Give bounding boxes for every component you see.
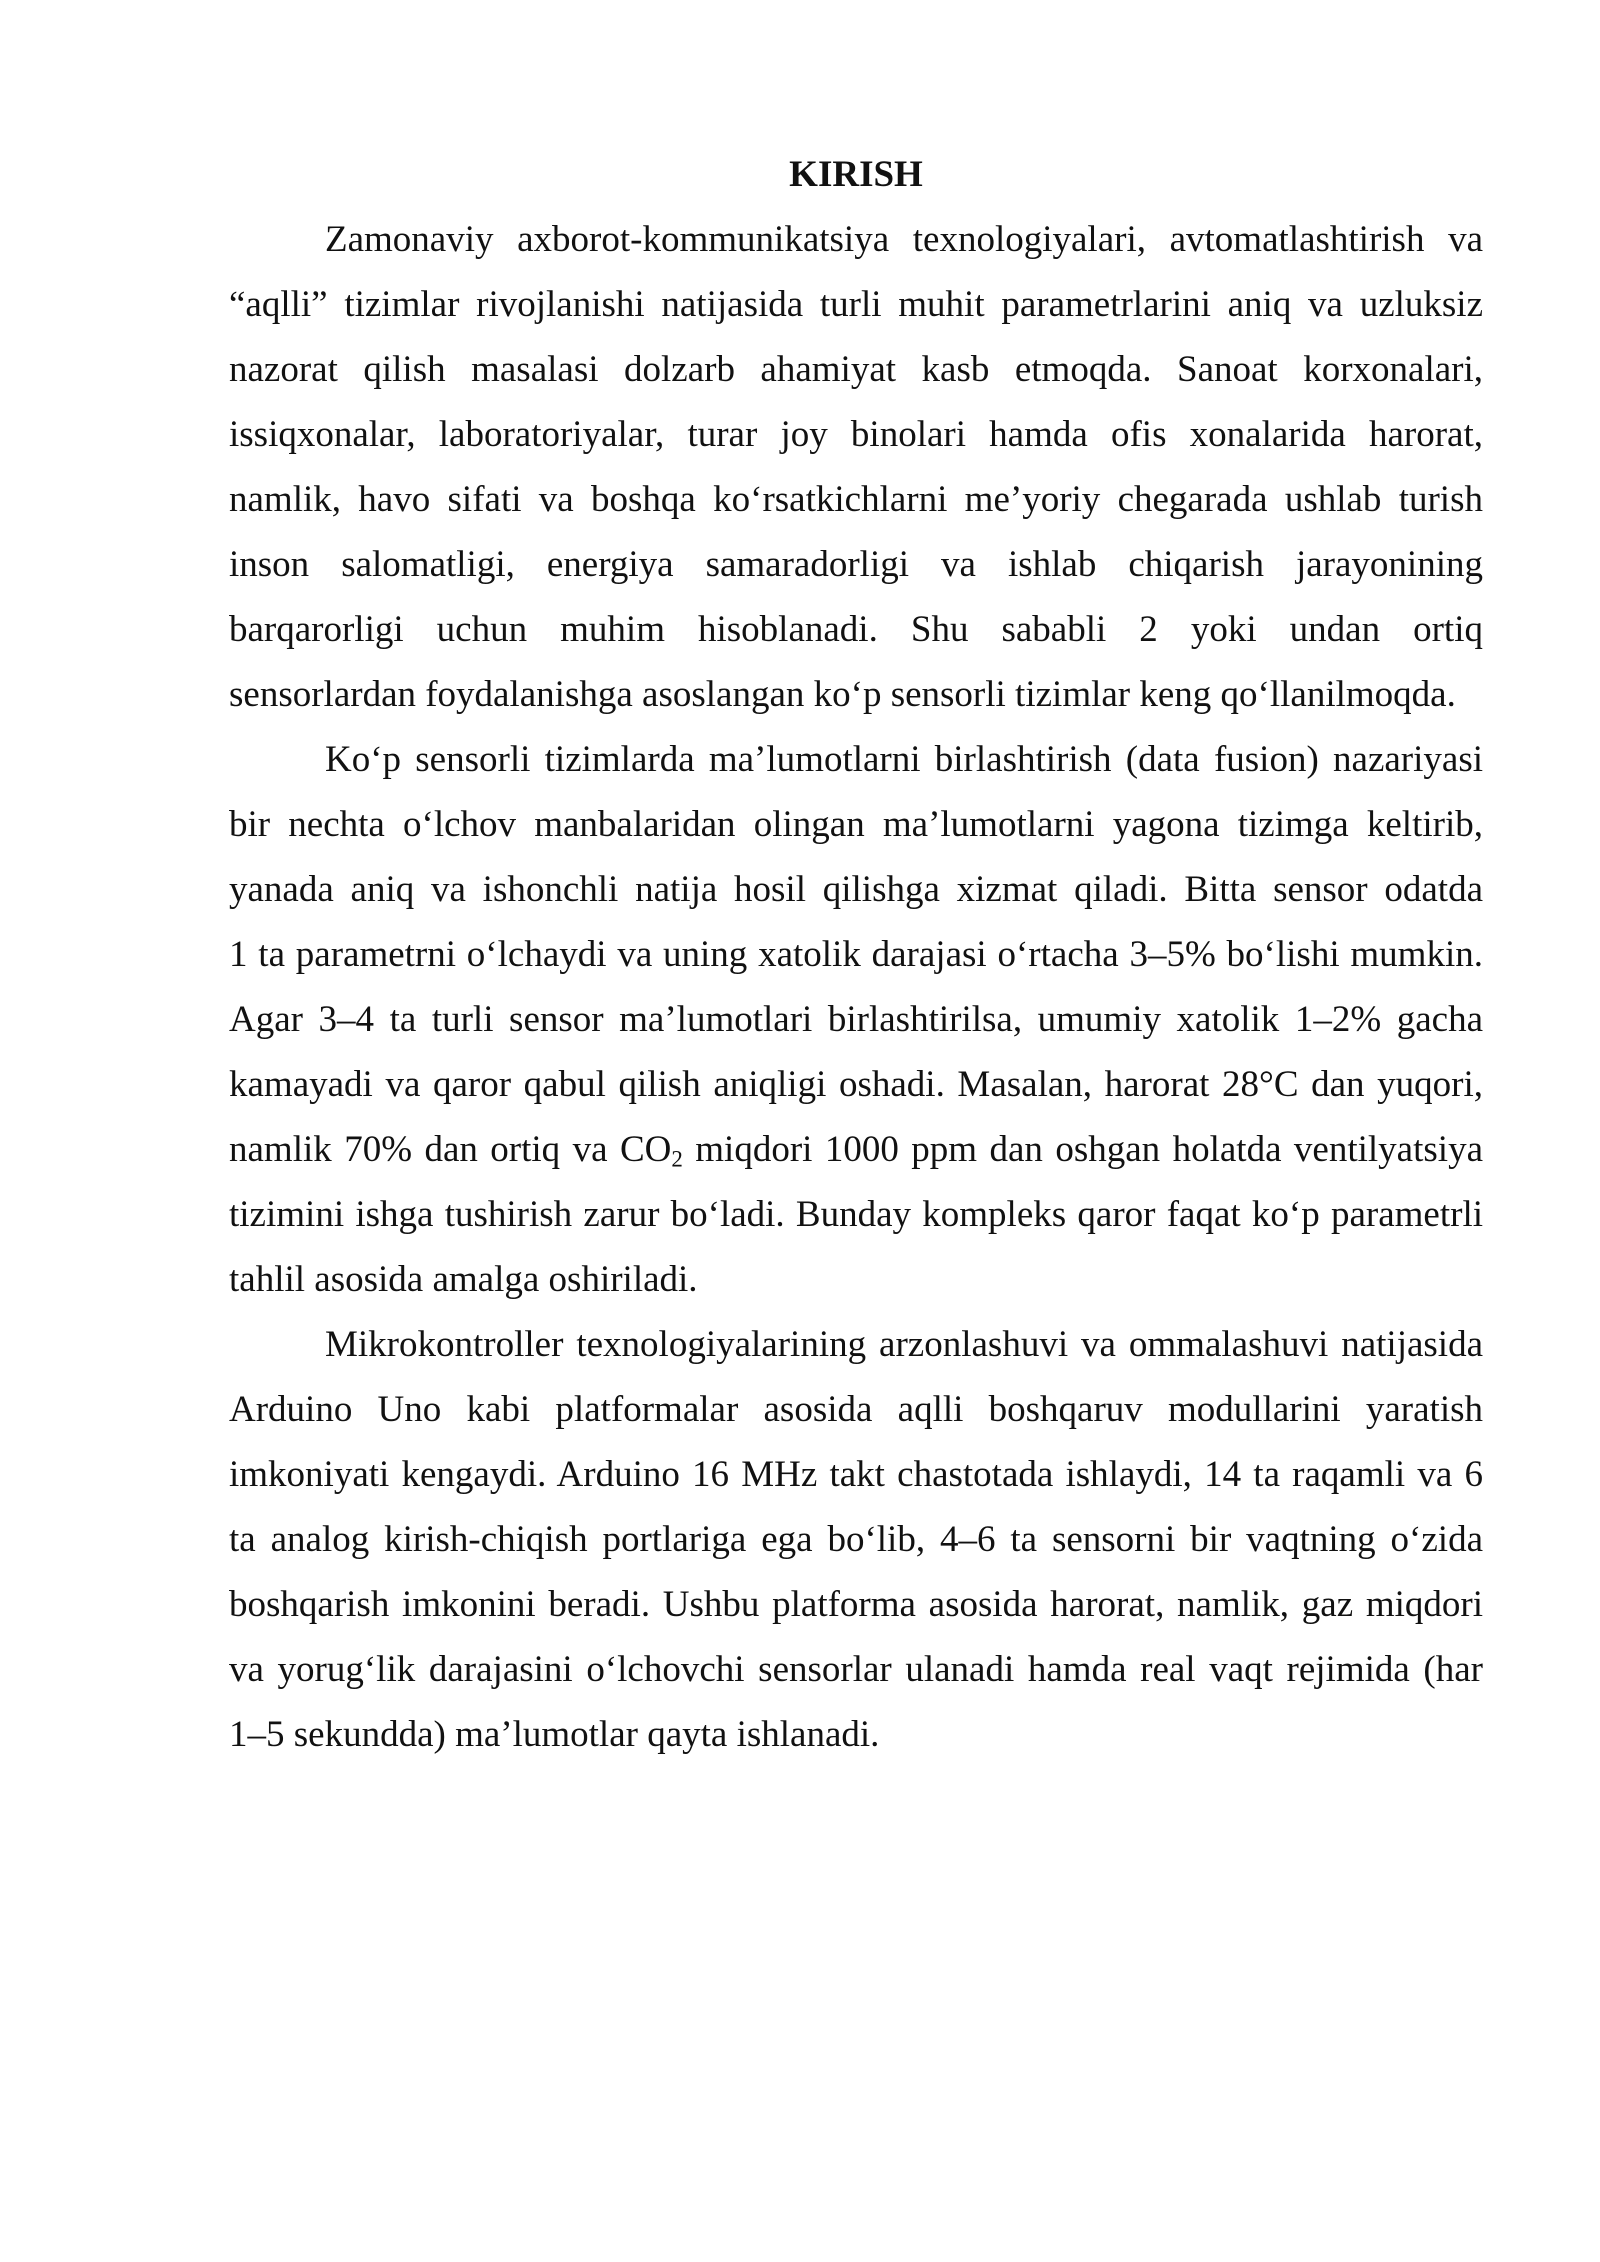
paragraph-line: nazorat qilish masalasi dolzarb ahamiyat kasb etmoqda. Sanoat korxonalari, — [229, 349, 1483, 390]
line-text-before: namlik 70% dan ortiq va CO — [229, 1129, 672, 1170]
line-text-after: miqdori 1000 ppm dan oshgan holatda ventilyatsiya — [682, 1129, 1483, 1170]
paragraph-line-co2 — [229, 1117, 1483, 1182]
paragraph-2 — [229, 727, 1483, 1312]
paragraph-line: Agar 3–4 ta turli sensor ma’lumotlari birlashtirilsa, umumiy xatolik 1–2% gacha — [229, 999, 1483, 1040]
document-body — [229, 142, 1483, 1767]
paragraph-3 — [229, 1312, 1483, 1767]
paragraph-line: 1–5 sekundda) ma’lumotlar qayta ishlanadi. — [229, 1714, 880, 1755]
paragraph-line: Zamonaviy axborot-kommunikatsiya texnologiyalari, avtomatlashtirish va — [325, 219, 1483, 260]
subscript-2: 2 — [671, 1146, 683, 1172]
document-title: KIRISH — [789, 154, 923, 195]
paragraph-line: tahlil asosida amalga oshiriladi. — [229, 1259, 698, 1300]
paragraph-line: Mikrokontroller texnologiyalarining arzonlashuvi va ommalashuvi natijasida — [325, 1324, 1483, 1365]
paragraph-line: 1 ta parametrni o‘lchaydi va uning xatolik darajasi o‘rtacha 3–5% bo‘lishi mumkin. — [229, 934, 1483, 975]
paragraph-line: sensorlardan foydalanishga asoslangan ko‘p sensorli tizimlar keng qo‘llanilmoqda. — [229, 674, 1456, 715]
paragraph-line: inson salomatligi, energiya samaradorligi va ishlab chiqarish jarayonining — [229, 544, 1483, 585]
paragraph-line: imkoniyati kengaydi. Arduino 16 MHz takt chastotada ishlaydi, 14 ta raqamli va 6 — [229, 1454, 1483, 1495]
paragraph-line: “aqlli” tizimlar rivojlanishi natijasida turli muhit parametrlarini aniq va uzluksiz — [229, 284, 1483, 325]
paragraph-line: Ko‘p sensorli tizimlarda ma’lumotlarni birlashtirish (data fusion) nazariyasi — [325, 739, 1483, 780]
paragraph-line: tizimini ishga tushirish zarur bo‘ladi. Bunday kompleks qaror faqat ko‘p parametrli — [229, 1194, 1483, 1235]
paragraph-line: kamayadi va qaror qabul qilish aniqligi oshadi. Masalan, harorat 28°C dan yuqori, — [229, 1064, 1483, 1105]
paragraph-line: va yorug‘lik darajasini o‘lchovchi sensorlar ulanadi hamda real vaqt rejimida (har — [229, 1649, 1483, 1690]
paragraph-line: yanada aniq va ishonchli natija hosil qilishga xizmat qiladi. Bitta sensor odatda — [229, 869, 1483, 910]
paragraph-line: barqarorligi uchun muhim hisoblanadi. Shu sababli 2 yoki undan ortiq — [229, 609, 1483, 650]
paragraph-line: boshqarish imkonini beradi. Ushbu platforma asosida harorat, namlik, gaz miqdori — [229, 1584, 1483, 1625]
paragraph-line: Arduino Uno kabi platformalar asosida aqlli boshqaruv modullarini yaratish — [229, 1389, 1483, 1430]
paragraph-line: bir nechta o‘lchov manbalaridan olingan ma’lumotlarni yagona tizimga keltirib, — [229, 804, 1483, 845]
paragraph-line: issiqxonalar, laboratoriyalar, turar joy binolari hamda ofis xonalarida harorat, — [229, 414, 1483, 455]
paragraph-1 — [229, 207, 1483, 727]
paragraph-line: ta analog kirish-chiqish portlariga ega bo‘lib, 4–6 ta sensorni bir vaqtning o‘zida — [229, 1519, 1483, 1560]
paragraph-line: namlik, havo sifati va boshqa ko‘rsatkichlarni me’yoriy chegarada ushlab turish — [229, 479, 1483, 520]
